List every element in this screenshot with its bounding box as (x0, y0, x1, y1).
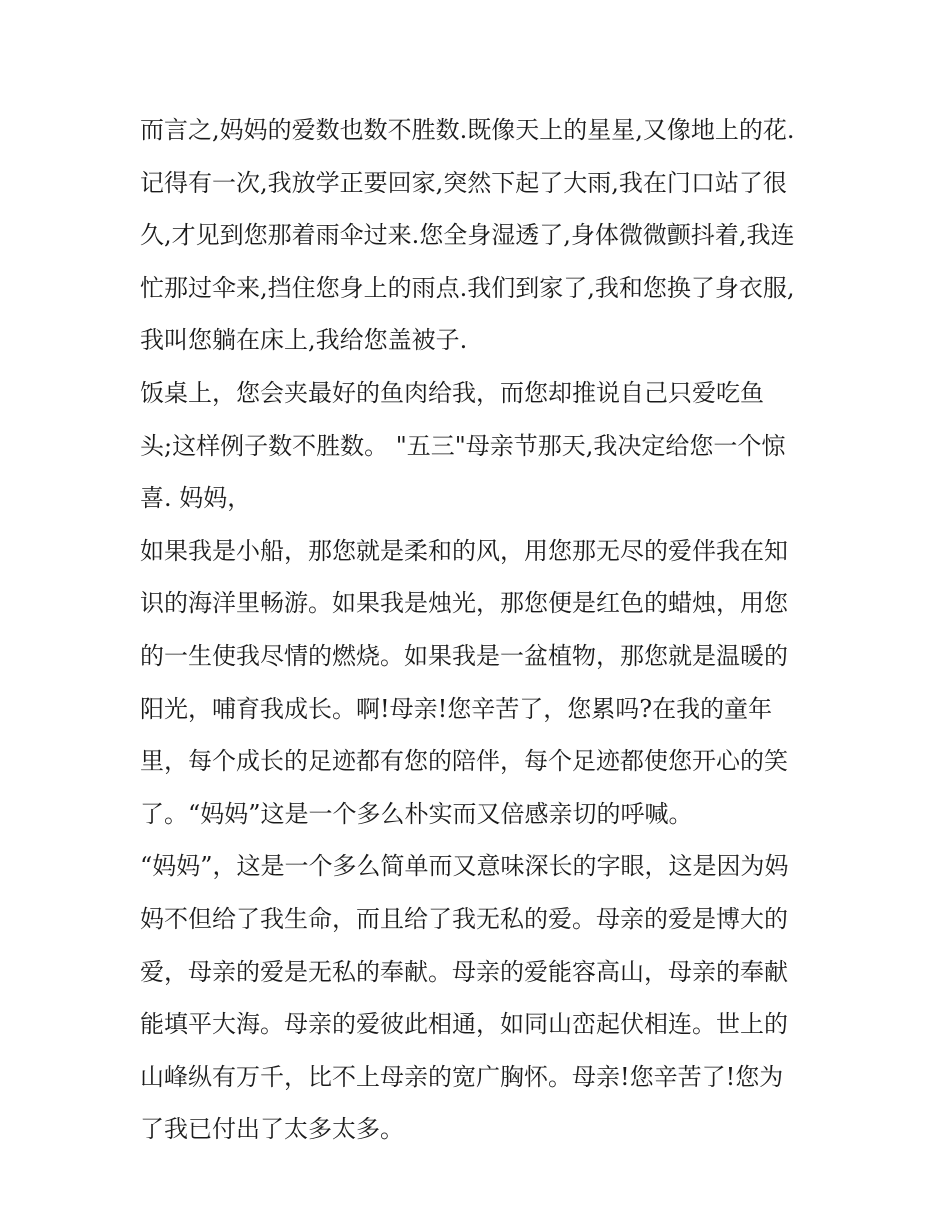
text-line: 山峰纵有万千，比不上母亲的宽广胸怀。母亲!您辛苦了!您为 (140, 1062, 784, 1091)
text-line: 忙那过伞来,挡住您身上的雨点.我们到家了,我和您换了身衣服, (140, 273, 795, 302)
text-line: 我叫您躺在床上,我给您盖被子. (140, 326, 468, 355)
text-line: 妈不但给了我生命，而且给了我无私的爱。母亲的爱是博大的 (140, 904, 788, 933)
essay-body (140, 104, 820, 1156)
text-line: 里，每个成长的足迹都有您的陪伴，每个足迹都使您开心的笑 (140, 747, 788, 776)
text-line: 头;这样例子数不胜数。 "五三"母亲节那天,我决定给您一个惊 (140, 431, 786, 460)
text-line: 而言之,妈妈的爱数也数不胜数.既像天上的星星,又像地上的花. (140, 116, 795, 144)
text-line: 了我已付出了太多太多。 (140, 1115, 404, 1144)
text-line: 饭桌上，您会夹最好的鱼肉给我，而您却推说自己只爱吃鱼 (140, 378, 764, 407)
text-line: 的一生使我尽情的燃烧。如果我是一盆植物，那您就是温暖的 (140, 641, 788, 670)
text-line: 喜. 妈妈， (140, 484, 252, 513)
text-line: 记得有一次,我放学正要回家,突然下起了大雨,我在门口站了很 (140, 168, 787, 197)
text-line: 阳光，哺育我成长。啊!母亲!您辛苦了，您累吗?在我的童年 (140, 694, 773, 723)
text-line: 久,才见到您那着雨伞过来.您全身湿透了,身体微微颤抖着,我连 (140, 221, 795, 250)
text-line: 爱，母亲的爱是无私的奉献。母亲的爱能容高山，母亲的奉献 (140, 957, 788, 986)
text-line: 能填平大海。母亲的爱彼此相通，如同山峦起伏相连。世上的 (140, 1010, 788, 1039)
text-line: 了。“妈妈”这是一个多么朴实而又倍感亲切的呼喊。 (140, 799, 693, 828)
text-line: 识的海洋里畅游。如果我是烛光，那您便是红色的蜡烛，用您 (140, 589, 788, 618)
text-line: “妈妈”，这是一个多么简单而又意味深长的字眼，这是因为妈 (140, 852, 789, 881)
text-line: 如果我是小船，那您就是柔和的风，用您那无尽的爱伴我在知 (140, 536, 788, 565)
